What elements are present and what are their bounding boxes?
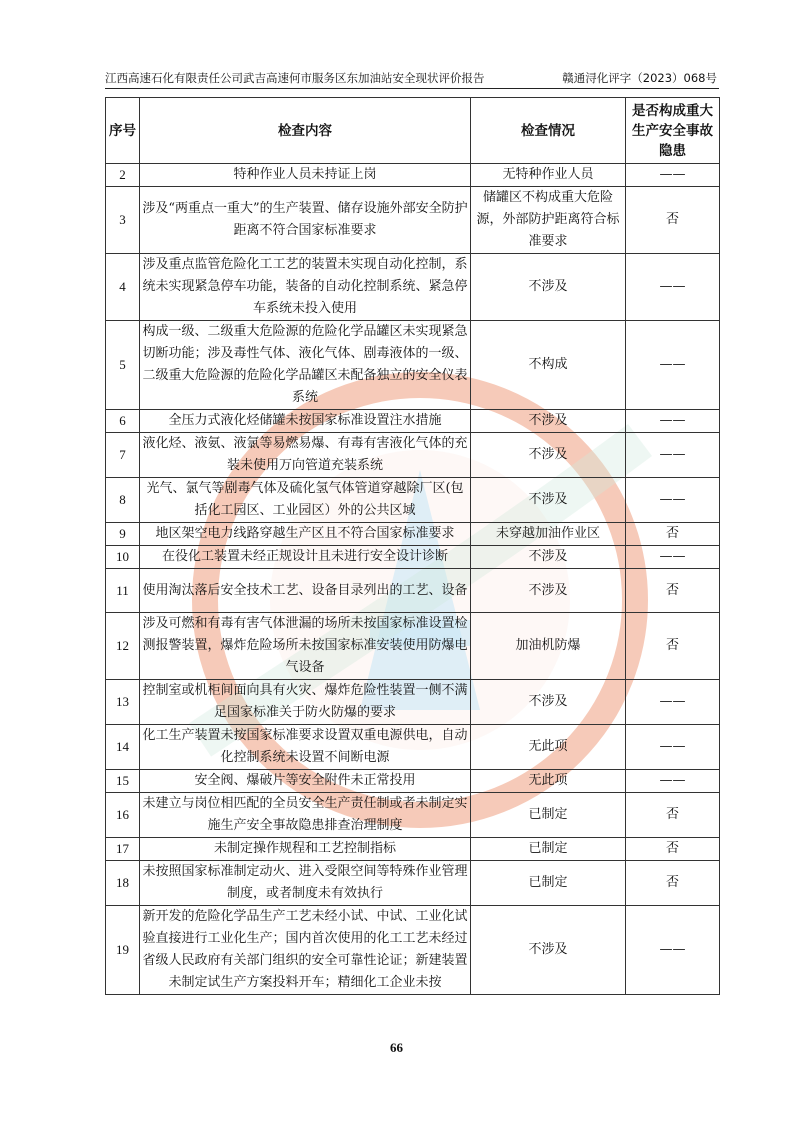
row-content: 地区架空电力线路穿越生产区且不符合国家标准要求: [140, 523, 471, 546]
row-hazard: ——: [626, 906, 720, 995]
row-status: 已制定: [471, 793, 626, 838]
row-status: 不涉及: [471, 906, 626, 995]
row-hazard: 否: [626, 838, 720, 861]
row-content: 涉及“两重点一重大”的生产装置、储存设施外部安全防护距离不符合国家标准要求: [140, 187, 471, 254]
row-status: 不涉及: [471, 478, 626, 523]
row-content: 光气、氯气等剧毒气体及硫化氢气体管道穿越除厂区(包括化工园区、工业园区）外的公共区域: [140, 478, 471, 523]
row-number: 15: [106, 770, 140, 793]
row-number: 12: [106, 613, 140, 680]
row-number: 5: [106, 321, 140, 410]
row-status: 不涉及: [471, 546, 626, 569]
row-status: 未穿越加油作业区: [471, 523, 626, 546]
table-row: [106, 478, 720, 523]
row-number: 9: [106, 523, 140, 546]
row-number: 2: [106, 164, 140, 187]
table-row: [106, 523, 720, 546]
table-row: [106, 613, 720, 680]
row-number: 10: [106, 546, 140, 569]
row-content: 涉及可燃和有毒有害气体泄漏的场所未按国家标准设置检测报警装置，爆炸危险场所未按国家标准安装使用防爆电气设备: [140, 613, 471, 680]
row-hazard: ——: [626, 164, 720, 187]
row-status: 不涉及: [471, 410, 626, 433]
row-number: 18: [106, 861, 140, 906]
table-row: [106, 725, 720, 770]
row-hazard: 否: [626, 793, 720, 838]
header-no: 序号: [106, 98, 140, 164]
table-row: [106, 861, 720, 906]
row-number: 19: [106, 906, 140, 995]
row-content: 安全阀、爆破片等安全附件未正常投用: [140, 770, 471, 793]
row-content: 全压力式液化烃储罐未按国家标准设置注水措施: [140, 410, 471, 433]
report-number: 赣通浔化评字（2023）068号: [562, 71, 717, 85]
row-content: 构成一级、二级重大危险源的危险化学品罐区未实现紧急切断功能；涉及毒性气体、液化气体、剧毒液体的一级、二级重大危险源的危险化学品罐区未配备独立的安全仪表系统: [140, 321, 471, 410]
table-row: [106, 838, 720, 861]
row-status: 已制定: [471, 861, 626, 906]
row-hazard: 否: [626, 569, 720, 613]
table-row: [106, 680, 720, 725]
table-row: [106, 164, 720, 187]
row-hazard: 否: [626, 613, 720, 680]
row-content: 未按照国家标准制定动火、进入受限空间等特殊作业管理制度，或者制度未有效执行: [140, 861, 471, 906]
page-header: [105, 68, 719, 89]
row-status: 不涉及: [471, 680, 626, 725]
row-content: 未建立与岗位相匹配的全员安全生产责任制或者未制定实施生产安全事故隐患排查治理制度: [140, 793, 471, 838]
header-content: 检查内容: [140, 98, 471, 164]
row-number: 13: [106, 680, 140, 725]
row-number: 14: [106, 725, 140, 770]
row-content: 未制定操作规程和工艺控制指标: [140, 838, 471, 861]
inspection-table: [105, 97, 720, 995]
table-row: [106, 433, 720, 478]
page-number: 66: [390, 1040, 403, 1055]
row-hazard: ——: [626, 321, 720, 410]
row-status: 不涉及: [471, 433, 626, 478]
row-hazard: 否: [626, 523, 720, 546]
table-row: [106, 569, 720, 613]
row-status: 已制定: [471, 838, 626, 861]
row-hazard: ——: [626, 254, 720, 321]
row-number: 16: [106, 793, 140, 838]
table-header-row: [106, 98, 720, 164]
row-hazard: ——: [626, 770, 720, 793]
row-hazard: ——: [626, 478, 720, 523]
row-hazard: ——: [626, 410, 720, 433]
header-status: 检查情况: [471, 98, 626, 164]
row-status: 无特种作业人员: [471, 164, 626, 187]
table-row: [106, 906, 720, 995]
row-hazard: 否: [626, 187, 720, 254]
row-status: 不涉及: [471, 569, 626, 613]
row-status: 无此项: [471, 770, 626, 793]
row-number: 11: [106, 569, 140, 613]
table-row: [106, 410, 720, 433]
row-content: 在役化工装置未经正规设计且未进行安全设计诊断: [140, 546, 471, 569]
row-hazard: ——: [626, 546, 720, 569]
row-hazard: ——: [626, 680, 720, 725]
header-hazard: 是否构成重大生产安全事故隐患: [626, 98, 720, 164]
row-content: 化工生产装置未按国家标准要求设置双重电源供电，自动化控制系统未设置不间断电源: [140, 725, 471, 770]
row-status: 加油机防爆: [471, 613, 626, 680]
report-title: 江西高速石化有限责任公司武吉高速何市服务区东加油站安全现状评价报告: [105, 71, 485, 85]
table-row: [106, 793, 720, 838]
row-number: 8: [106, 478, 140, 523]
table-row: [106, 770, 720, 793]
row-number: 17: [106, 838, 140, 861]
row-status: 不涉及: [471, 254, 626, 321]
row-content: 控制室或机柜间面向具有火灾、爆炸危险性装置一侧不满足国家标准关于防火防爆的要求: [140, 680, 471, 725]
table-row: [106, 254, 720, 321]
row-content: 涉及重点监管危险化工工艺的装置未实现自动化控制，系统未实现紧急停车功能，装备的自动化控制系统、紧急停车系统未投入使用: [140, 254, 471, 321]
row-status: 储罐区不构成重大危险源，外部防护距离符合标准要求: [471, 187, 626, 254]
row-number: 6: [106, 410, 140, 433]
row-content: 特种作业人员未持证上岗: [140, 164, 471, 187]
row-content: 液化烃、液氨、液氯等易燃易爆、有毒有害液化气体的充装未使用万向管道充装系统: [140, 433, 471, 478]
table-row: [106, 187, 720, 254]
row-number: 7: [106, 433, 140, 478]
row-hazard: ——: [626, 433, 720, 478]
row-hazard: 否: [626, 861, 720, 906]
row-number: 3: [106, 187, 140, 254]
row-content: 新开发的危险化学品生产工艺未经小试、中试、工业化试验直接进行工业化生产；国内首次使用的化工工艺未经过省级人民政府有关部门组织的安全可靠性论证；新建装置未制定试生产方案投料开车；精细化工企业未按: [140, 906, 471, 995]
row-number: 4: [106, 254, 140, 321]
row-status: 无此项: [471, 725, 626, 770]
row-status: 不构成: [471, 321, 626, 410]
table-row: [106, 546, 720, 569]
row-content: 使用淘汰落后安全技术工艺、设备目录列出的工艺、设备: [140, 569, 471, 613]
table-row: [106, 321, 720, 410]
row-hazard: ——: [626, 725, 720, 770]
